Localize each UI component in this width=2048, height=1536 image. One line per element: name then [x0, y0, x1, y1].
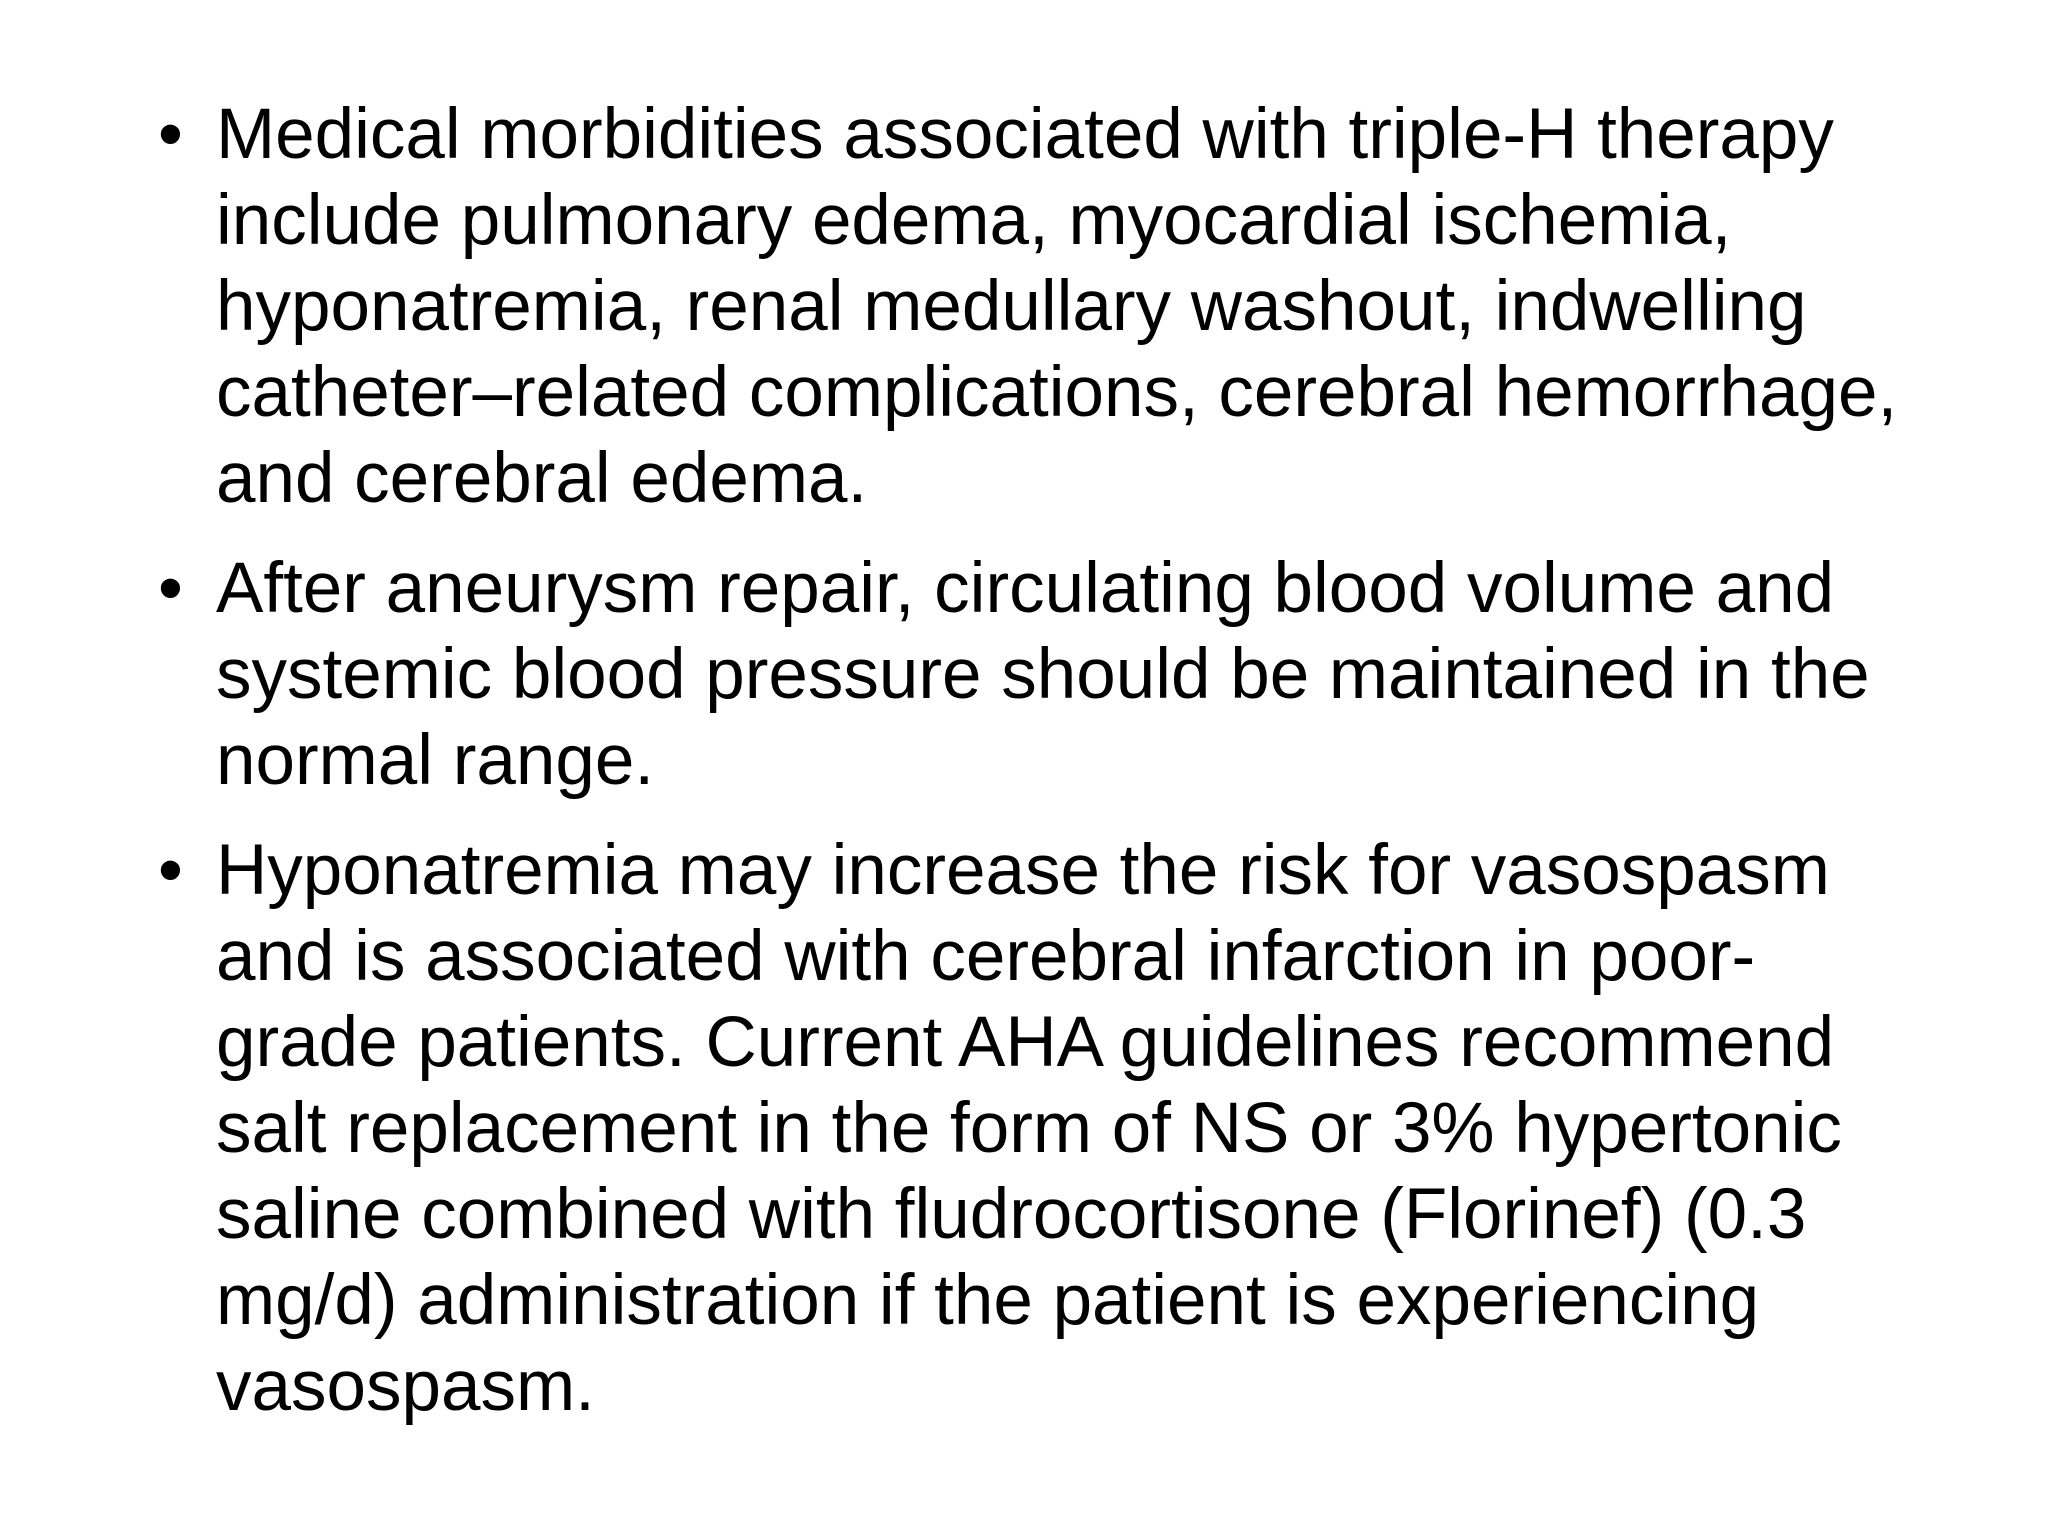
bullet-marker: •	[158, 831, 183, 910]
bullet-item-after-repair	[158, 546, 1918, 804]
bullet-item-hyponatremia	[158, 828, 1918, 1430]
bullet-marker: •	[158, 95, 183, 174]
bullet-text: Medical morbidities associated with triple-H therapy include pulmonary edema, myocardial ischemia, hyponatremia, renal medullary washout, indwelling catheter–related complications, cerebral hemorrhage, and cerebral edema.	[216, 95, 1898, 518]
bullet-item-triple-h-morbidities	[158, 92, 1918, 522]
bullet-text: Hyponatremia may increase the risk for vasospasm and is associated with cerebral infarction in poor-grade patients. Current AHA guidelines recommend salt replacement in the form of NS or 3% hypertonic saline combined with fludrocortisone (Florinef) (0.3 mg/d) administration if the patient is experiencing vasospasm.	[216, 831, 1842, 1426]
bullet-text: After aneurysm repair, circulating blood volume and systemic blood pressure should be maintained in the normal range.	[216, 549, 1870, 800]
bullet-marker: •	[158, 549, 183, 628]
bullet-list	[158, 92, 1918, 1454]
